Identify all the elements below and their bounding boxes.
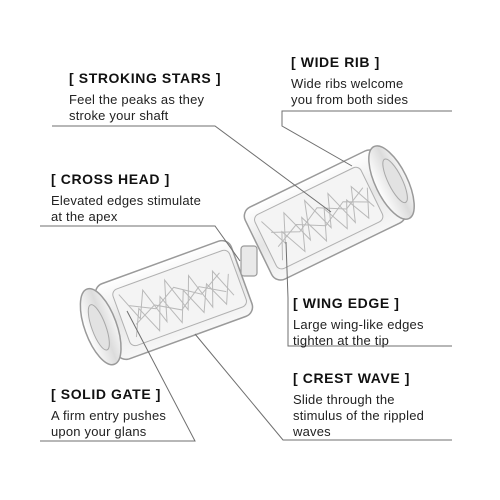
callout-stroking-stars [69, 70, 221, 124]
callout-title: [ STROKING STARS ] [69, 70, 222, 86]
callout-crest-wave [293, 370, 424, 440]
device-left-section [72, 238, 255, 370]
callout-desc-line: Wide ribs welcome [291, 76, 404, 91]
callout-cross-head [51, 171, 201, 225]
callout-wing-edge [293, 295, 424, 349]
callout-desc-line: waves [293, 424, 331, 439]
callout-desc-line: at the apex [51, 209, 118, 224]
callout-wide-rib [291, 54, 408, 108]
device-right-section [241, 140, 423, 284]
callout-description [51, 408, 166, 440]
callout-description [51, 193, 201, 225]
callout-title: [ WIDE RIB ] [291, 54, 380, 70]
callout-desc-line: stroke your shaft [69, 108, 169, 123]
callout-desc-line: tighten at the tip [293, 333, 390, 348]
callout-description [69, 92, 221, 124]
callout-desc-line: Elevated edges stimulate [51, 193, 202, 208]
callout-desc-line: stimulus of the rippled [293, 408, 425, 423]
callout-title: [ WING EDGE ] [293, 295, 400, 311]
callout-description [293, 392, 424, 440]
device-hinge [241, 246, 257, 276]
callout-title: [ SOLID GATE ] [51, 386, 162, 402]
callout-desc-line: A firm entry pushes [51, 408, 167, 423]
callout-solid-gate [51, 386, 166, 440]
callout-desc-line: upon your glans [51, 424, 147, 439]
callout-title: [ CROSS HEAD ] [51, 171, 170, 187]
callout-desc-line: Feel the peaks as they [69, 92, 205, 107]
callout-desc-line: you from both sides [291, 92, 409, 107]
callout-description [293, 317, 424, 349]
callout-title: [ CREST WAVE ] [293, 370, 411, 386]
callout-desc-line: Slide through the [293, 392, 395, 407]
callout-desc-line: Large wing-like edges [293, 317, 424, 332]
callout-description [291, 76, 408, 108]
